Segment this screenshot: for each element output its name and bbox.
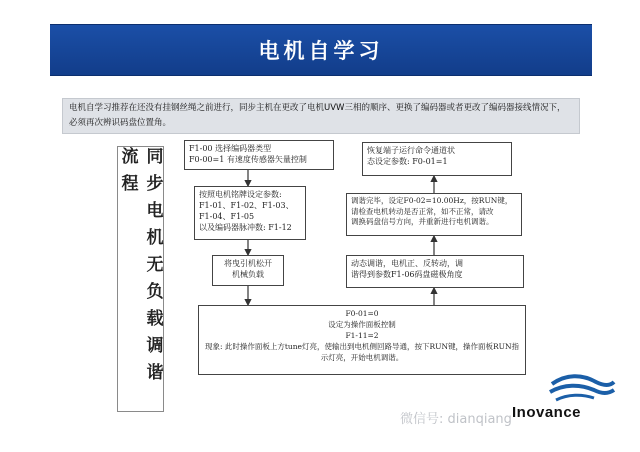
note-box: 电机自学习推荐在还没有挂钢丝绳之前进行，同步主机在更改了电机UVW三相的顺序、更换了编码器或者更改了编码器接线情况下，必须再次辨识码盘位置角。 xyxy=(62,98,580,134)
step-tuning-complete: 调谐完毕，设定F0-02=10.00Hz，按RUN键， 请检查电机转动是否正常，如不正常，请改 调换码盘信号方向，并重新进行电机调谐。 xyxy=(346,193,522,236)
step-panel-control: F0-01=0 设定为操作面板控制 F1-11=2 现象: 此时操作面板上方tune灯亮，使输出到电机侧回路导通，按下RUN键，操作面板RUN指示灯亮，开始电机调谐。 xyxy=(198,305,526,375)
step-encoder-type: F1-00 选择编码器类型 F0-00=1 有速度传感器矢量控制 xyxy=(184,140,334,170)
watermark-text: 微信号: dianqiang xyxy=(400,412,512,427)
side-label: 同步电机无负载调谐流程 xyxy=(117,147,163,390)
slide-title: 电机自学习 xyxy=(258,39,384,63)
brand-logo-text: Inovance xyxy=(512,404,582,421)
step-motor-params: 按照电机铭牌设定参数: F1-01、F1-02、F1-03、 F1-04、F1-05 以及编码器脉冲数: F1-12 xyxy=(194,186,306,240)
step-restore-terminal: 恢复端子运行命令通道状 态设定参数: F0-01=1 xyxy=(362,142,512,176)
step-release-load: 将曳引机松开 机械负载 xyxy=(212,255,284,286)
step-dynamic-tuning: 动态调谐，电机正、反转动，调 谐得到参数F1-06码盘磁极角度 xyxy=(346,255,524,288)
